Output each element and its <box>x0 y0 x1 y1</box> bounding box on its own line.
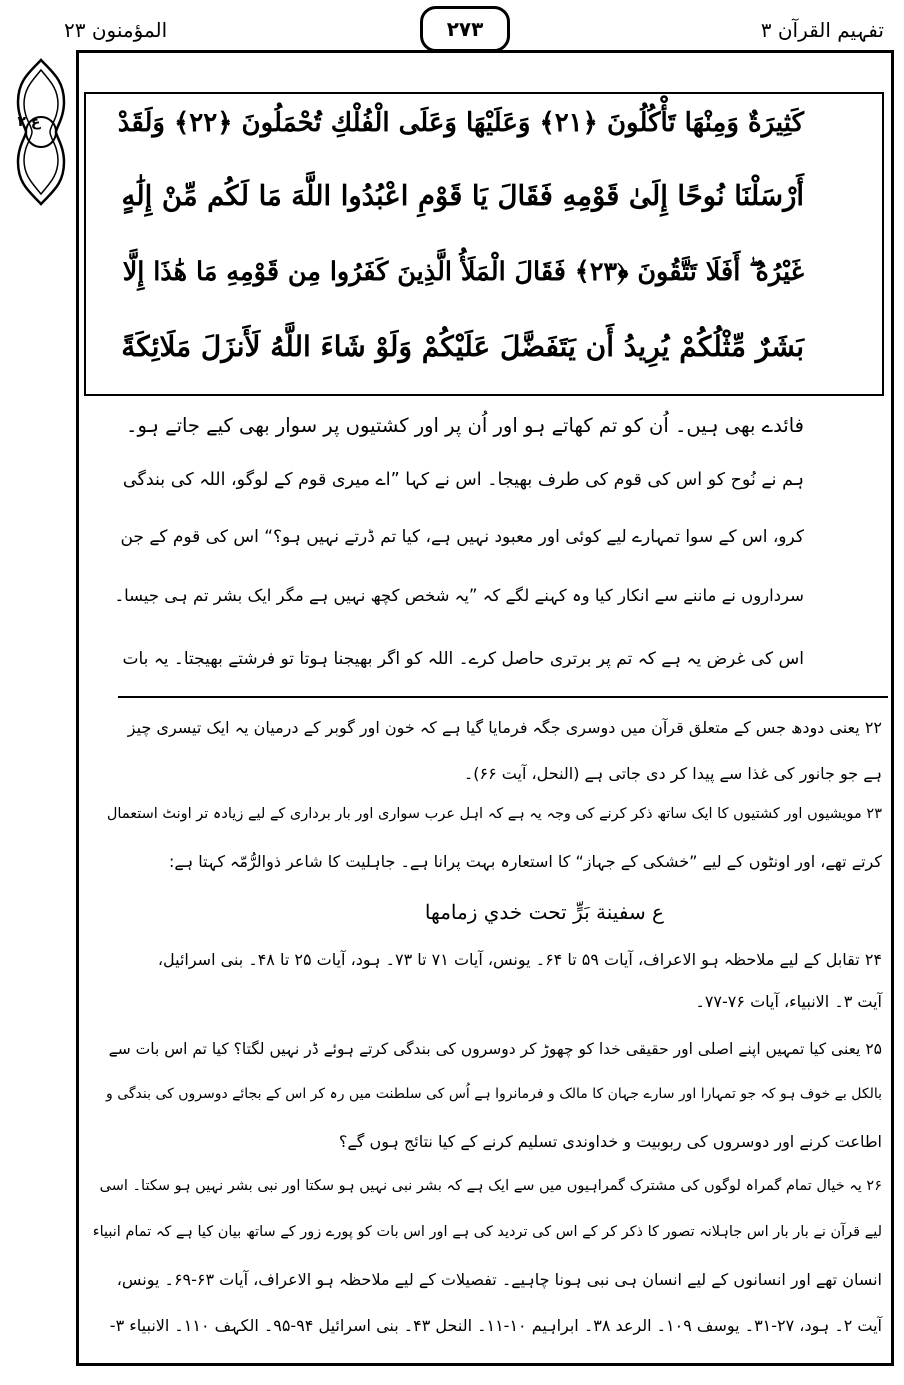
notes-divider <box>118 696 888 698</box>
arabic-line-1: كَثِيرَةٌ وَمِنْهَا تَأْكُلُونَ ﴿٢١﴾ وَعَلَيْهَا وَعَلَى الْفُلْكِ تُحْمَلُونَ ﴿٢٢﴾ وَلَقَدْ <box>117 108 804 138</box>
ruku-marker: ع ۲ <box>17 114 41 130</box>
translation-line-5: اس کی غرض یہ ہے کہ تم پر برتری حاصل کرے۔ اللہ کو اگر بھیجنا ہوتا تو فرشتے بھیجتا۔ یہ بات <box>122 649 804 669</box>
note-23-line-2: کرتے تھے، اور اونٹوں کے لیے ”خشکی کے جہاز“ کا استعارہ بہت پرانا ہے۔ جاہلیت کا شاعر ذوالرُّمّہ کہتا ہے: <box>169 852 882 871</box>
note-22-line-1: ۲۲ یعنی دودھ جس کے متعلق قرآن میں دوسری جگہ فرمایا گیا ہے کہ خون اور گوبر کے درمیان یہ ایک تیسری چیز <box>127 718 882 737</box>
surah-name: المؤمنون ۲۳ <box>64 18 168 42</box>
translation-line-1: فائدے بھی ہیں۔ اُن کو تم کھاتے ہو اور اُن پر اور کشتیوں پر سوار بھی کیے جاتے ہو۔ <box>126 414 804 437</box>
ruku-ornament-icon <box>12 58 70 206</box>
translation-line-4: سرداروں نے ماننے سے انکار کیا وہ کہنے لگے کہ ”یہ شخص کچھ نہیں ہے مگر ایک بشر تم ہی جیسا۔ <box>114 586 804 605</box>
note-26-line-4: آیت ۲۔ ہود، ۲۷-۳۱۔ یوسف ۱۰۹۔ الرعد ۳۸۔ ابراہیم ۱۰-۱۱۔ النحل ۴۳۔ بنی اسرائیل ۹۴-۹۵۔ الکہف ۱۱۰۔ الانبیاء ۳- <box>109 1316 882 1335</box>
note-23-line-1: ۲۳ مویشیوں اور کشتیوں کا ایک ساتھ ذکر کرنے کی وجہ یہ ہے کہ اہل عرب سواری اور بار برداری کے لیے زیادہ تر اونٹ استعمال <box>106 806 882 822</box>
arabic-line-2: أَرْسَلْنَا نُوحًا إِلَىٰ قَوْمِهِ فَقَالَ يَا قَوْمِ اعْبُدُوا اللَّهَ مَا لَكُم مِّنْ إِلَٰهٍ <box>121 180 804 212</box>
note-25-line-3: اطاعت کرنے اور دوسروں کی ربوبیت و خداوندی تسلیم کرنے کے کیا نتائج ہوں گے؟ <box>338 1132 882 1151</box>
note-24-line-2: آیت ۳۔ الانبیاء، آیات ۷۶-۷۷۔ <box>695 992 882 1011</box>
note-22-line-2: ہے جو جانور کی غذا سے پیدا کر دی جاتی ہے (النحل، آیت ۶۶)۔ <box>463 764 882 783</box>
arabic-line-4: بَشَرٌ مِّثْلُكُمْ يُرِيدُ أَن يَتَفَضَّلَ عَلَيْكُمْ وَلَوْ شَاءَ اللَّهُ لَأَنزَلَ مَلَائِكَةً <box>121 330 804 363</box>
page-number: ۲۷۳ <box>420 6 510 52</box>
note-26-line-2: لیے قرآن نے بار بار اس جاہلانہ تصور کا ذکر کر کے اس کی تردید کی ہے اور اس بات کو پورے زور کے ساتھ بیان کیا ہے کہ تمام انبیاء <box>92 1224 882 1240</box>
arabic-line-3: غَيْرُهُ ۖ أَفَلَا تَتَّقُونَ ﴿٢٣﴾ فَقَالَ الْمَلَأُ الَّذِينَ كَفَرُوا مِن قَوْمِهِ مَا هَٰذَا إِلَّا <box>122 257 804 287</box>
note-25-line-1: ۲۵ یعنی کیا تمہیں اپنے اصلی اور حقیقی خدا کو چھوڑ کر دوسروں کی بندگی کرتے ہوئے ڈر نہیں لگتا؟ کیا تم اس بات سے <box>108 1040 882 1058</box>
translation-line-3: کرو، اس کے سوا تمہارے لیے کوئی اور معبود نہیں ہے، کیا تم ڈرتے نہیں ہو؟“ اس کی قوم کے جن <box>120 527 804 547</box>
book-title: تفہیم القرآن ۳ <box>760 18 884 42</box>
poetry-verse: ع سفينة بَرٍّ تحت خدي زمامها <box>424 900 664 924</box>
note-24-line-1: ۲۴ تقابل کے لیے ملاحظہ ہو الاعراف، آیات ۵۹ تا ۶۴۔ یونس، آیات ۷۱ تا ۷۳۔ ہود، آیات ۲۵ تا ۴۸۔ بنی اسرائیل، <box>157 950 882 969</box>
note-25-line-2: بالکل بے خوف ہو کہ جو تمہارا اور سارے جہان کا مالک و فرمانروا ہے اُس کی سلطنت میں رہ کر اس کے بجائے دوسروں کی بندگی و <box>105 1086 882 1102</box>
note-26-line-3: انسان تھے اور انسانوں کے لیے انسان ہی نبی ہونا چاہیے۔ تفصیلات کے لیے ملاحظہ ہو الاعراف، آیات ۶۳-۶۹۔ یونس، <box>116 1270 882 1289</box>
translation-line-2: ہم نے نُوح کو اس کی قوم کی طرف بھیجا۔ اس نے کہا ”اے میری قوم کے لوگو، اللہ کی بندگی <box>122 470 804 490</box>
note-26-line-1: ۲۶ یہ خیال تمام گمراہ لوگوں کی مشترک گمراہیوں میں سے ایک ہے کہ بشر نبی نہیں ہو سکتا اور نبی بشر نہیں ہو سکتا۔ اسی <box>99 1178 882 1194</box>
